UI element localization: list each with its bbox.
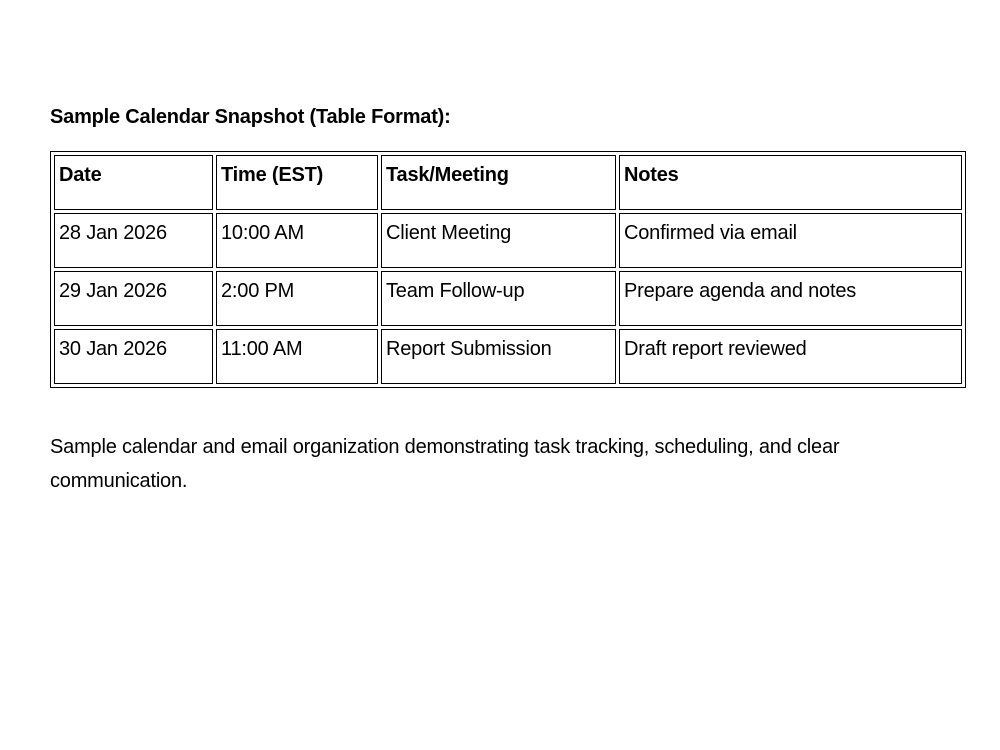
table-row [54, 271, 962, 326]
cell-notes: Confirmed via email [619, 213, 962, 268]
column-header-task: Task/Meeting [381, 155, 616, 210]
document-page [50, 104, 964, 498]
column-header-notes: Notes [619, 155, 962, 210]
cell-date: 30 Jan 2026 [54, 329, 213, 384]
summary-paragraph: Sample calendar and email organization demonstrating task tracking, scheduling, and clear communication. [50, 436, 840, 492]
cell-time: 2:00 PM [216, 271, 378, 326]
column-header-time: Time (EST) [216, 155, 378, 210]
cell-time: 10:00 AM [216, 213, 378, 268]
table-row [54, 213, 962, 268]
table-header-row [54, 155, 962, 210]
cell-notes: Draft report reviewed [619, 329, 962, 384]
cell-time: 11:00 AM [216, 329, 378, 384]
cell-task: Report Submission [381, 329, 616, 384]
section-heading: Sample Calendar Snapshot (Table Format): [50, 106, 451, 128]
cell-task: Team Follow-up [381, 271, 616, 326]
cell-date: 29 Jan 2026 [54, 271, 213, 326]
column-header-date: Date [54, 155, 213, 210]
cell-task: Client Meeting [381, 213, 616, 268]
table-row [54, 329, 962, 384]
calendar-table [50, 151, 966, 388]
cell-notes: Prepare agenda and notes [619, 271, 962, 326]
cell-date: 28 Jan 2026 [54, 213, 213, 268]
